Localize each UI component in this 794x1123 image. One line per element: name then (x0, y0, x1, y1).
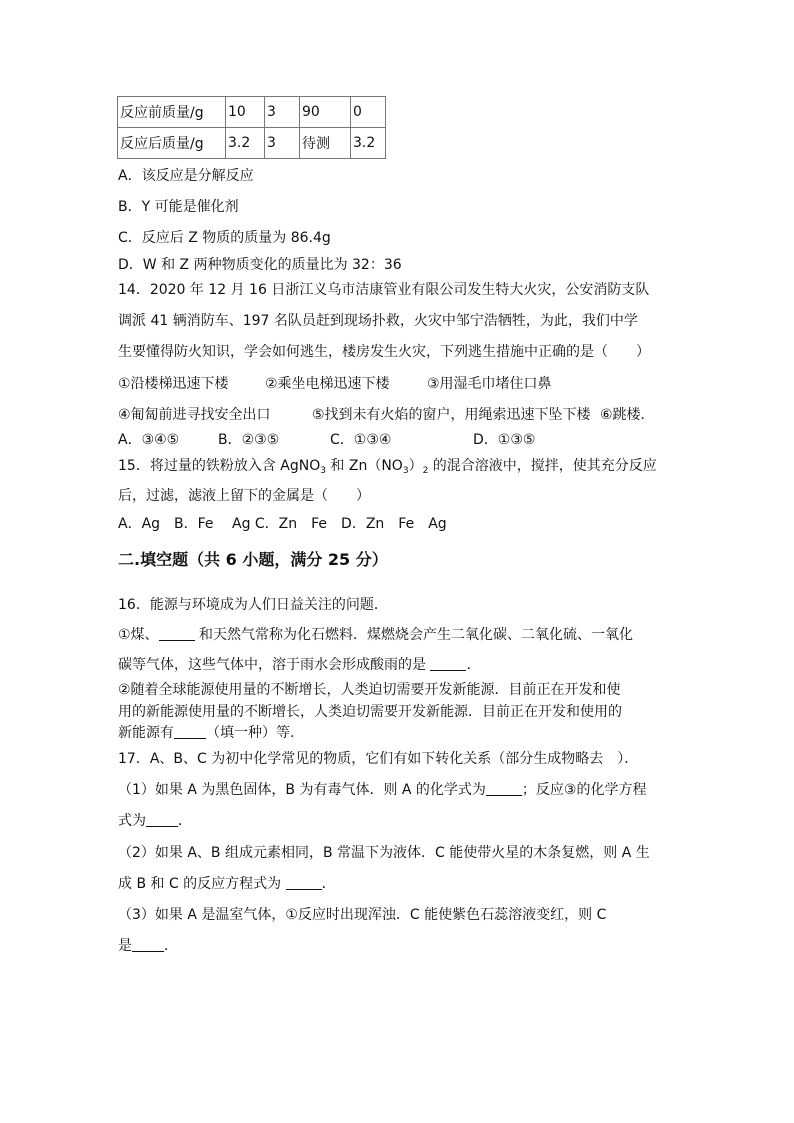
q15-text: 15．将过量的铁粉放入含 AgNO (118, 458, 321, 474)
q14-option-b: B．②③⑤ (218, 432, 280, 448)
q13-option-c: C．反应后 Z 物质的质量为 86.4g (118, 230, 331, 246)
q17-part-2: （2）如果 A、B 组成元素相同，B 常温下为液体．C 能使带火星的木条复燃，则 A 生 (118, 845, 650, 861)
q16-line-1 (118, 625, 633, 645)
q15-line-2: 后，过滤，滤液上留下的金属是（ ） (118, 488, 370, 504)
q14-measure-6: ⑥跳楼． (600, 407, 655, 423)
q15-text: ） (408, 458, 423, 474)
table-cell: 90 (300, 97, 351, 128)
q14-option-a: A．③④⑤ (118, 432, 180, 448)
q14-option-c: C．①③④ (330, 432, 392, 448)
q14-line-3: 生要懂得防火知识，学会如何逃生，楼房发生火灾，下列逃生措施中正确的是（ ） (118, 344, 650, 360)
q14-line-1: 14．2020 年 12 月 16 日浙江义乌市洁康管业有限公司发生特大火灾，公安消防支队 (118, 282, 650, 298)
table-cell: 3 (265, 97, 300, 128)
q13-option-b: B．Y 可能是催化剂 (118, 199, 239, 215)
q16-line-3: ②随着全球能源使用量的不断增长，人类迫切需要开发新能源．目前正在开发和使 (118, 682, 621, 698)
section-heading: 二.填空题（共 6 小题，满分 25 分） (118, 550, 388, 569)
q17-intro: 17．A、B、C 为初中化学常见的物质，它们有如下转化关系（部分生成物略去 ）． (118, 751, 639, 767)
q17-part-3: （3）如果 A 是温室气体，①反应时出现浑浊．C 能使紫色石蕊溶液变红，则 C (118, 907, 607, 923)
q17-part-3-cont (118, 936, 178, 956)
answer-blank[interactable] (159, 626, 195, 641)
table-cell: 0 (351, 97, 386, 128)
table-cell: 10 (226, 97, 265, 128)
q17-text: ；反应③的化学方程 (521, 782, 647, 798)
table-cell: 反应前质量/g (118, 97, 226, 128)
q17-text: ． (164, 938, 178, 954)
q17-text: ． (321, 876, 336, 892)
q16-text: ①煤、 (118, 627, 159, 643)
q14-line-2: 调派 41 辆消防车、197 名队员赶到现场扑救，火灾中邹宁浩牺牲，为此，我们中学 (118, 313, 638, 329)
q15-text: 和 Zn（NO (325, 458, 403, 474)
q16-text: 和天然气常称为化石燃料．煤燃烧会产生二氧化碳、二氧化硫、一氧化 (194, 627, 634, 643)
q17-text: 成 B 和 C 的反应方程式为 (118, 876, 286, 892)
q17-text: （1）如果 A 为黑色固体，B 为有毒气体．则 A 的化学式为 (118, 782, 486, 798)
subscript: 3 (402, 466, 409, 476)
answer-blank[interactable] (174, 724, 206, 739)
mass-table (117, 96, 386, 159)
q17-text: ． (178, 813, 192, 829)
q13-option-d: D．W 和 Z 两种物质变化的质量比为 32：36 (118, 257, 402, 273)
q14-measure-4: ④匍匐前进寻找安全出口 (118, 407, 271, 423)
q14-measure-1: ①沿楼梯迅速下楼 (118, 376, 229, 392)
answer-blank[interactable] (486, 781, 522, 796)
q13-option-a: A．该反应是分解反应 (118, 168, 254, 184)
table-cell: 待测 (300, 128, 351, 159)
q16-text: 碳等气体，这些气体中，溶于雨水会形成酸雨的是 (118, 657, 431, 673)
q15-options: A．Ag B．Fe Ag C．Zn Fe D．Zn Fe Ag (118, 516, 447, 532)
answer-blank[interactable] (132, 937, 164, 952)
q16-intro: 16．能源与环境成为人们日益关注的问题． (118, 597, 388, 613)
answer-blank[interactable] (430, 656, 466, 671)
q14-measure-5: ⑤找到未有火焰的窗户，用绳索迅速下坠下楼 (312, 407, 591, 423)
table-row (118, 97, 386, 128)
q16-text: （填一种）等. (206, 725, 295, 741)
q17-text: 是 (118, 938, 132, 954)
q15-line-1 (118, 456, 657, 481)
q14-option-d: D．①③⑤ (473, 432, 536, 448)
q17-part-2-cont (118, 874, 336, 894)
q17-part-1 (118, 780, 646, 800)
q17-text: 式为 (118, 813, 146, 829)
q16-text: ． (466, 657, 481, 673)
q14-measure-2: ②乘坐电梯迅速下楼 (265, 376, 390, 392)
subscript: 2 (422, 466, 429, 476)
table-cell: 3.2 (351, 128, 386, 159)
q15-text: 的混合溶液中，搅拌，使其充分反应 (428, 458, 657, 474)
table-row (118, 128, 386, 159)
q16-line-2 (118, 655, 480, 675)
q16-text: 新能源有 (118, 725, 174, 741)
table-cell: 反应后质量/g (118, 128, 226, 159)
q16-line-4: 用的新能源使用量的不断增长，人类迫切需要开发新能源．目前正在开发和使用的 (118, 704, 622, 720)
q14-measure-3: ③用湿毛巾堵住口鼻 (427, 376, 552, 392)
q17-part-1-cont (118, 811, 192, 831)
table-cell: 3 (265, 128, 300, 159)
q16-line-5 (118, 723, 294, 743)
answer-blank[interactable] (286, 875, 322, 890)
table-cell: 3.2 (226, 128, 265, 159)
subscript: 3 (320, 466, 326, 476)
answer-blank[interactable] (146, 812, 178, 827)
